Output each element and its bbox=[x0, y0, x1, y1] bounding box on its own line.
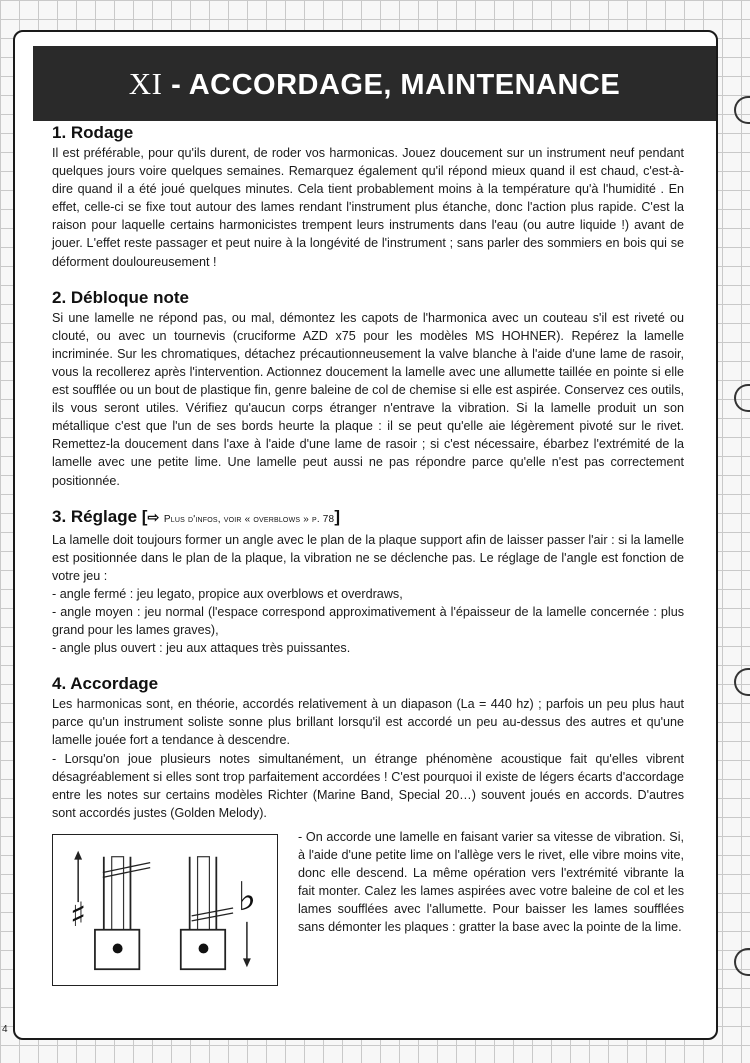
section-heading: 1. Rodage bbox=[52, 123, 134, 142]
ref-bracket-close: ] bbox=[334, 506, 340, 526]
figure-row bbox=[52, 828, 684, 986]
section-line: La lamelle doit toujours former un angle avec le plan de la plaque support afin de laisser passer l'air : si la lamelle est positionnée dans le plan de la plaque, la vibration ne se déclenche pas. Le réglage de l'angle est fonction de votre jeu : bbox=[52, 532, 684, 583]
left-file-mark bbox=[103, 867, 150, 877]
binder-ring bbox=[734, 96, 750, 124]
down-arrow-head bbox=[243, 958, 251, 967]
section-rodage bbox=[52, 122, 684, 271]
sharp-icon: ♯ bbox=[70, 894, 87, 934]
binder-ring bbox=[734, 668, 750, 696]
page-panel bbox=[13, 30, 718, 1040]
reed-diagram-svg bbox=[53, 835, 277, 985]
page-number: 4 bbox=[2, 1024, 8, 1035]
section-heading bbox=[52, 506, 684, 531]
section-heading: 4. Accordage bbox=[52, 674, 159, 694]
up-arrow-head bbox=[74, 851, 82, 860]
section-line: Les harmonicas sont, en théorie, accordés relativement à un diapason (La = 440 hz) ; parfois un peu plus haut parce qu'un instrument soliste sonne plus brillant lorsqu'il est accordé un peu au-dessus des autres et qu'une lamelle jouée fort a tendance à descendre. bbox=[52, 697, 684, 748]
section-line: - angle fermé : jeu legato, propice aux overblows et overdraws, bbox=[52, 586, 403, 601]
chapter-number: XI bbox=[128, 66, 163, 101]
left-reed-tongue bbox=[112, 857, 124, 930]
section-text: Si une lamelle ne répond pas, ou mal, démontez les capots de l'harmonica avec un couteau s'il est riveté ou clouté, ou avec un tournevis (cruciforme AZD x75 pour les modèles MS HOHNER). Repérez la lamelle incriminée. Sur les chromatiques, détachez précautionneusement la valve blanche à l'aide d'une lame de rasoir, vous la recollerez après l'intervention. Actionnez doucement la lamelle avec une allumette taillée en pointe si elle est soufflée ou un bout de plastique fin, genre baleine de col de chemise si elle est aspirée. Conservez ces outils, ils vous seront utiles. Vérifiez qu'aucun corps étranger n'entrave la vibration. Si la lamelle produit un son métallique c'est que l'un de ses bords heurte la plaque : il se peut qu'elle aie légèrement pivoté sur le rivet. Remettez-la doucement dans l'axe à l'aide d'une lame de rasoir ; si c'est nécessaire, ébarbez l'extrémité de la lamelle avec une petite lime. Une lamelle peut aussi ne pas répondre parce qu'elle n'est pas correctement positionnée. bbox=[52, 310, 684, 488]
section-line: - Lorsqu'on joue plusieurs notes simultanément, un étrange phénomène acoustique fait qu'elles vibrent désagréablement si elles sont trop parfaitement accordées ! C'est pourquoi il existe de légers écarts d'accordage entre les notes sur certains modèles Richter (Marine Band, Special 20…) souvent joués en accords. D'autres sont accordés justes (Golden Melody). bbox=[52, 751, 684, 820]
right-reed-rivet bbox=[199, 943, 209, 953]
right-reed-slot bbox=[190, 857, 217, 931]
figure-caption-text: - On accorde une lamelle en faisant varier sa vitesse de vibration. Si, à l'aide d'une petite lime on l'allège vers le rivet, elle vibre moins vite, donc elle descend. La même opération vers l'extrémité vibrante la fait monter. Calez les lames aspirées avec votre baleine de col et les lames soufflées avec l'allumette. Pour baisser les lames soufflées sans démonter les plaques : gratter la base avec la pointe de la lime. bbox=[298, 829, 684, 935]
section-line: - angle plus ouvert : jeu aux attaques très puissantes. bbox=[52, 641, 351, 656]
content bbox=[52, 122, 684, 1002]
chapter-title: - ACCORDAGE, MAINTENANCE bbox=[171, 69, 621, 101]
section-accordage bbox=[52, 673, 684, 986]
section-line: - angle moyen : jeu normal (l'espace correspond approximativement à l'épaisseur de la lamelle concernée : plus grand pour les lames graves), bbox=[52, 604, 684, 638]
left-reed-rivet bbox=[113, 943, 123, 953]
flat-icon: ♭ bbox=[237, 873, 257, 920]
section-heading-text: 3. Réglage bbox=[52, 506, 138, 526]
section-text: Il est préférable, pour qu'ils durent, de roder vos harmonicas. Jouez doucement sur un instrument neuf pendant quelques jours voire quelques semaines. Remarquez également qu'il répond mieux quand il est chaud, c'est-à-dire quand il a été joué quelques minutes. Cela tient probablement moins à la température qu'à l'humidité . En effet, celle-ci se fixe tout autour des lames rendant l'instrument plus étanche, donc l'action plus rapide. C'est la raison pour laquelle certains harmonicistes trempent leurs instruments dans l'eau (ou autre liquide !) avant de jouer. L'effet reste passager et peut nuire à la longévité de l'instrument ; sans parler des sommiers en bois qui se déforment douloureusement ! bbox=[52, 146, 684, 269]
section-debloque-note bbox=[52, 287, 684, 490]
chapter-title-banner bbox=[33, 46, 716, 121]
arrow-right-icon: ⇨ bbox=[147, 508, 160, 525]
ref-bracket-open: [ bbox=[141, 506, 148, 526]
cross-reference bbox=[142, 507, 340, 526]
reed-tuning-diagram bbox=[52, 834, 278, 986]
ref-text: Plus d'infos, voir « overblows » p. 78 bbox=[163, 513, 335, 525]
section-reglage bbox=[52, 506, 684, 658]
section-heading: 2. Débloque note bbox=[52, 287, 189, 307]
binder-ring bbox=[734, 384, 750, 412]
left-file-mark bbox=[103, 863, 150, 873]
binder-ring bbox=[734, 948, 750, 976]
